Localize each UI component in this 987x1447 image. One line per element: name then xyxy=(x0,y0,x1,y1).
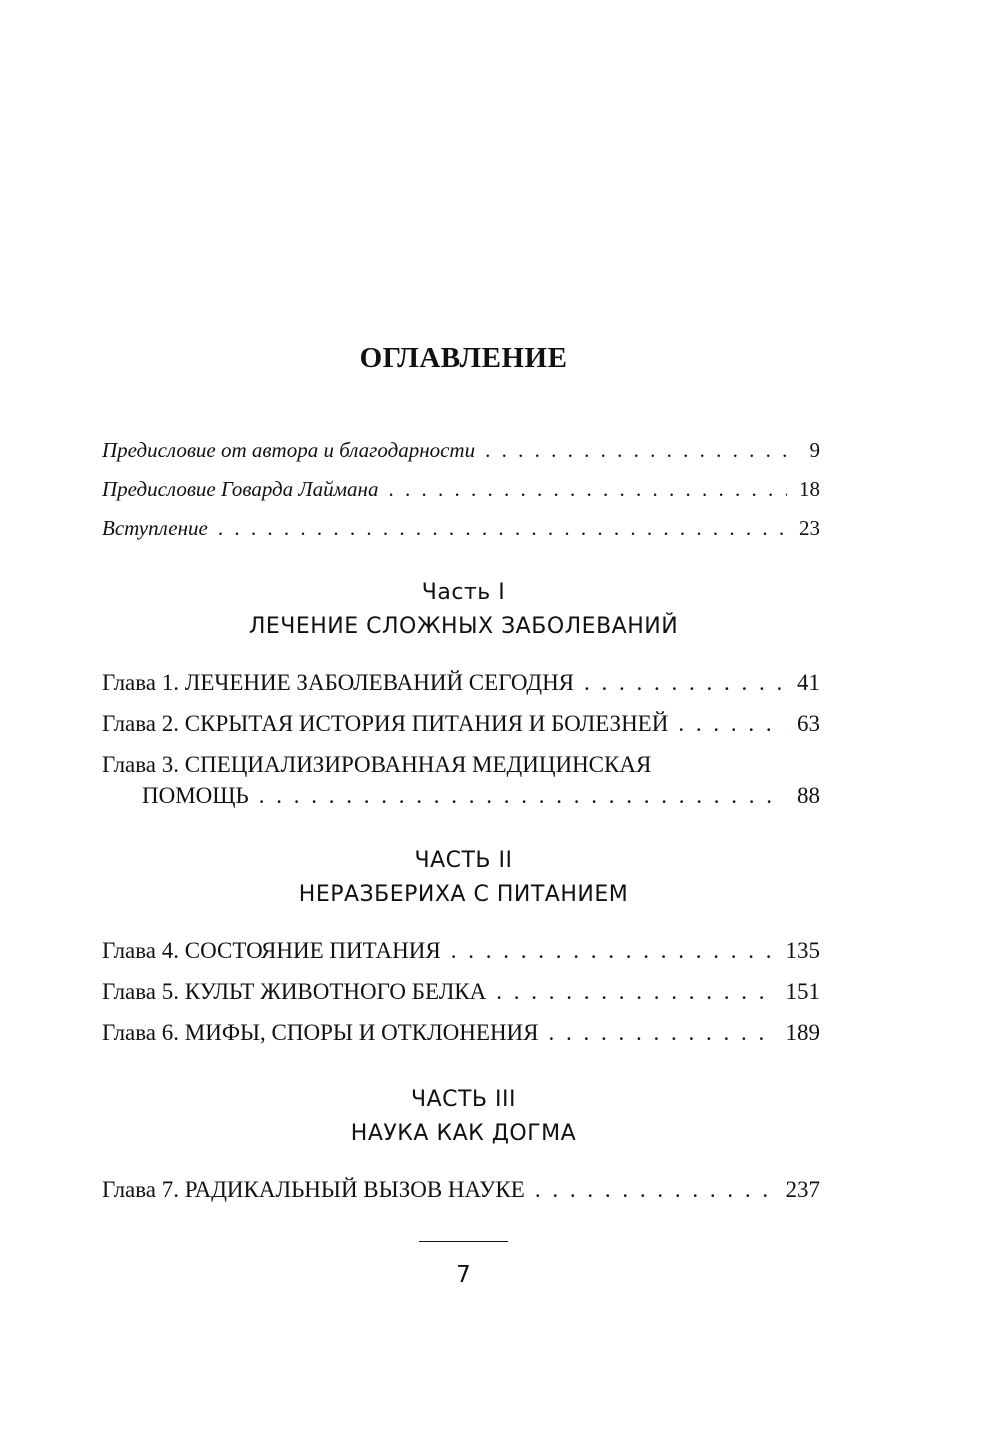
toc-entry-label: Вступление xyxy=(102,516,208,540)
part-label: ЧАСТЬ III xyxy=(411,1087,516,1112)
toc-entry-page: 63 xyxy=(797,711,820,736)
toc-entry-page: 88 xyxy=(797,783,820,808)
toc-entry-chapter-4[interactable] xyxy=(102,935,820,967)
toc-entry-chapter-3[interactable] xyxy=(102,749,820,781)
toc-entry-chapter-7[interactable] xyxy=(102,1174,820,1206)
toc-entry-page: 135 xyxy=(785,938,820,963)
toc-entry-page: 189 xyxy=(785,1020,820,1045)
toc-entry-page: 41 xyxy=(797,670,820,695)
toc-entry-chapter-6[interactable] xyxy=(102,1017,820,1049)
part-title: ЛЕЧЕНИЕ СЛОЖНЫХ ЗАБОЛЕВАНИЙ xyxy=(248,614,679,639)
leader-dots xyxy=(584,667,785,699)
toc-entry-page: 18 xyxy=(799,477,820,501)
toc-entry-label: Глава 2. СКРЫТАЯ ИСТОРИЯ ПИТАНИЯ И БОЛЕЗНЕЙ xyxy=(102,711,669,736)
leader-dots xyxy=(388,473,787,505)
leader-dots xyxy=(259,780,785,812)
toc-entry-label: Глава 1. ЛЕЧЕНИЕ ЗАБОЛЕВАНИЙ СЕГОДНЯ xyxy=(102,670,575,695)
part-title: НАУКА КАК ДОГМА xyxy=(350,1121,577,1146)
part-title: НЕРАЗБЕРИХА С ПИТАНИЕМ xyxy=(298,882,629,907)
toc-entry-chapter-3-cont[interactable] xyxy=(142,780,820,812)
leader-dots xyxy=(485,434,797,466)
leader-dots xyxy=(496,976,773,1008)
toc-entry-label-cont: ПОМОЩЬ xyxy=(142,783,249,808)
toc-entry-label: Предисловие от автора и благодарности xyxy=(102,438,476,462)
toc-entry-label: Глава 4. СОСТОЯНИЕ ПИТАНИЯ xyxy=(102,938,441,963)
toc-entry-chapter-1[interactable] xyxy=(102,667,820,699)
page-number: 7 xyxy=(456,1262,471,1288)
leader-dots xyxy=(535,1174,774,1206)
toc-entry-label: Глава 7. РАДИКАЛЬНЫЙ ВЫЗОВ НАУКЕ xyxy=(102,1177,525,1202)
leader-dots xyxy=(218,512,787,544)
part-label: ЧАСТЬ II xyxy=(414,848,513,873)
toc-entry-page: 237 xyxy=(785,1177,820,1202)
toc-entry-page: 9 xyxy=(809,438,820,462)
leader-dots xyxy=(451,935,774,967)
toc-entry-label: Глава 3. СПЕЦИАЛИЗИРОВАННАЯ МЕДИЦИНСКАЯ xyxy=(102,752,652,777)
toc-entry-chapter-2[interactable] xyxy=(102,708,820,740)
part-label: Часть I xyxy=(421,580,506,605)
page-title: ОГЛАВЛЕНИЕ xyxy=(359,342,568,374)
toc-entry-label: Глава 5. КУЛЬТ ЖИВОТНОГО БЕЛКА xyxy=(102,979,487,1004)
toc-entry-page: 151 xyxy=(785,979,820,1004)
toc-entry-chapter-5[interactable] xyxy=(102,976,820,1008)
toc-entry-label: Предисловие Говарда Лаймана xyxy=(102,477,379,501)
toc-entry-page: 23 xyxy=(799,516,820,540)
toc-entry-introduction[interactable] xyxy=(102,512,820,544)
leader-dots xyxy=(678,708,785,740)
leader-dots xyxy=(549,1017,774,1049)
toc-entry-preface-author[interactable] xyxy=(102,434,820,466)
toc-entry-preface-lyman[interactable] xyxy=(102,473,820,505)
footer-rule xyxy=(419,1241,508,1242)
toc-entry-label: Глава 6. МИФЫ, СПОРЫ И ОТКЛОНЕНИЯ xyxy=(102,1020,539,1045)
